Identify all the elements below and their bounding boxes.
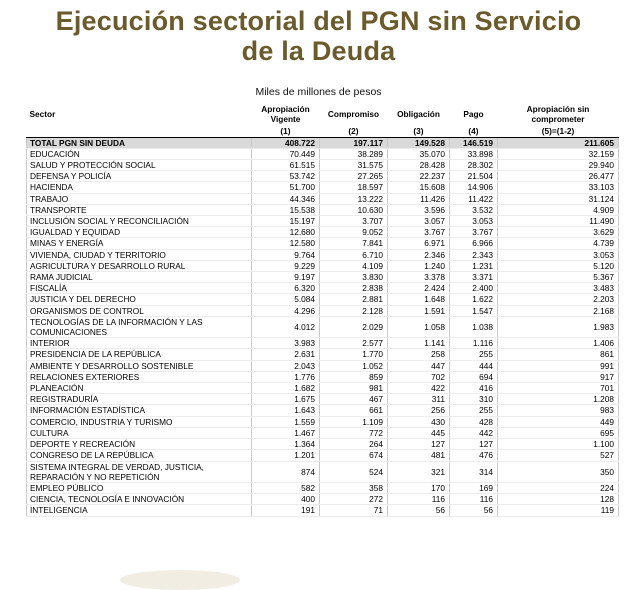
cell-compromiso: 981	[320, 383, 388, 394]
cell-apropiacion: 874	[252, 461, 320, 482]
cell-obligacion: 258	[388, 349, 450, 360]
table-row	[27, 260, 619, 271]
cell-sector: CIENCIA, TECNOLOGÍA E INNOVACIÓN	[27, 494, 252, 505]
cell-pago: 416	[450, 383, 498, 394]
cell-obligacion: 35.070	[388, 148, 450, 159]
table-row	[27, 383, 619, 394]
cell-sin-comprometer: 119	[498, 505, 619, 516]
cell-compromiso: 859	[320, 371, 388, 382]
cell-sector: VIVIENDA, CIUDAD Y TERRITORIO	[27, 249, 252, 260]
cell-obligacion: 116	[388, 494, 450, 505]
cell-pago: 21.504	[450, 171, 498, 182]
cell-compromiso: 18.597	[320, 182, 388, 193]
table-row	[27, 505, 619, 516]
cell-compromiso: 674	[320, 450, 388, 461]
cell-apropiacion: 53.742	[252, 171, 320, 182]
cell-sin-comprometer: 1.406	[498, 338, 619, 349]
cell-apropiacion: 9.229	[252, 260, 320, 271]
cell-sin-comprometer: 33.103	[498, 182, 619, 193]
cell-apropiacion: 1.201	[252, 450, 320, 461]
cell-apropiacion: 6.320	[252, 283, 320, 294]
cell-sin-comprometer: 701	[498, 383, 619, 394]
cell-sin-comprometer: 5.367	[498, 272, 619, 283]
cell-obligacion: 481	[388, 450, 450, 461]
cell-apropiacion: 1.682	[252, 383, 320, 394]
header-number-4: (4)	[450, 124, 498, 137]
cell-sin-comprometer: 3.629	[498, 227, 619, 238]
cell-sin-comprometer: 1.983	[498, 316, 619, 337]
title-line-1: Ejecución sectorial del PGN sin Servicio	[55, 6, 582, 36]
page-title	[0, 6, 637, 66]
cell-pago: 476	[450, 450, 498, 461]
table-subtitle: Miles de millones de pesos	[255, 86, 382, 98]
cell-pago: 3.532	[450, 204, 498, 215]
cell-sector: CONGRESO DE LA REPÚBLICA	[27, 450, 252, 461]
cell-sector: RAMA JUDICIAL	[27, 272, 252, 283]
cell-pago: 444	[450, 360, 498, 371]
cell-sector: INFORMACIÓN ESTADÍSTICA	[27, 405, 252, 416]
header-apropiacion: Apropiación Vigente	[261, 104, 310, 125]
cell-obligacion: 1.141	[388, 338, 450, 349]
cell-compromiso: 2.838	[320, 283, 388, 294]
cell-compromiso: 6.710	[320, 249, 388, 260]
cell-sector: AMBIENTE Y DESARROLLO SOSTENIBLE	[27, 360, 252, 371]
cell-pago: 6.966	[450, 238, 498, 249]
cell-sector: DEFENSA Y POLICÍA	[27, 171, 252, 182]
cell-apropiacion: 70.449	[252, 148, 320, 159]
table-row	[27, 216, 619, 227]
table-row	[27, 238, 619, 249]
cell-apropiacion: 51.700	[252, 182, 320, 193]
cell-compromiso: 1.109	[320, 416, 388, 427]
cell-obligacion: 1.591	[388, 305, 450, 316]
cell-apropiacion: 4.012	[252, 316, 320, 337]
cell-compromiso: 13.222	[320, 193, 388, 204]
cell-compromiso: 3.830	[320, 272, 388, 283]
cell-obligacion: 256	[388, 405, 450, 416]
table-row	[27, 482, 619, 493]
cell-apropiacion: 400	[252, 494, 320, 505]
cell-apropiacion: 1.364	[252, 439, 320, 450]
table-row	[27, 305, 619, 316]
cell-pago: 1.231	[450, 260, 498, 271]
header-number-1: (1)	[252, 124, 320, 137]
cell-sin-comprometer: 211.605	[498, 137, 619, 148]
cell-pago: 255	[450, 349, 498, 360]
cell-apropiacion: 191	[252, 505, 320, 516]
cell-obligacion: 447	[388, 360, 450, 371]
table-row	[27, 249, 619, 260]
cell-obligacion: 1.058	[388, 316, 450, 337]
cell-sector: HACIENDA	[27, 182, 252, 193]
cell-obligacion: 6.971	[388, 238, 450, 249]
cell-sector: TOTAL PGN SIN DEUDA	[27, 137, 252, 148]
cell-pago: 11.422	[450, 193, 498, 204]
cell-obligacion: 1.240	[388, 260, 450, 271]
header-number-row	[27, 124, 619, 137]
cell-compromiso: 2.029	[320, 316, 388, 337]
cell-apropiacion: 408.722	[252, 137, 320, 148]
cell-sector: INTELIGENCIA	[27, 505, 252, 516]
cell-sector: AGRICULTURA Y DESARROLLO RURAL	[27, 260, 252, 271]
cell-apropiacion: 3.983	[252, 338, 320, 349]
table-row	[27, 416, 619, 427]
table-row	[27, 316, 619, 337]
table-row	[27, 193, 619, 204]
cell-sin-comprometer: 2.203	[498, 294, 619, 305]
cell-sector: INTERIOR	[27, 338, 252, 349]
cell-sin-comprometer: 527	[498, 450, 619, 461]
decorative-shape	[120, 570, 240, 590]
cell-pago: 428	[450, 416, 498, 427]
cell-apropiacion: 9.764	[252, 249, 320, 260]
cell-sector: DEPORTE Y RECREACIÓN	[27, 439, 252, 450]
cell-sin-comprometer: 983	[498, 405, 619, 416]
cell-compromiso: 27.265	[320, 171, 388, 182]
cell-pago: 3.767	[450, 227, 498, 238]
table-row	[27, 160, 619, 171]
cell-sin-comprometer: 11.490	[498, 216, 619, 227]
header-number-blank	[27, 124, 252, 137]
cell-sin-comprometer: 3.053	[498, 249, 619, 260]
cell-sin-comprometer: 32.159	[498, 148, 619, 159]
cell-apropiacion: 5.084	[252, 294, 320, 305]
total-row	[27, 137, 619, 148]
cell-sin-comprometer: 3.483	[498, 283, 619, 294]
table-row	[27, 371, 619, 382]
cell-pago: 1.116	[450, 338, 498, 349]
cell-sin-comprometer: 2.168	[498, 305, 619, 316]
cell-compromiso: 71	[320, 505, 388, 516]
cell-pago: 127	[450, 439, 498, 450]
header-number-2: (2)	[320, 124, 388, 137]
cell-pago: 442	[450, 427, 498, 438]
cell-sector: JUSTICIA Y DEL DERECHO	[27, 294, 252, 305]
cell-sin-comprometer: 4.739	[498, 238, 619, 249]
cell-compromiso: 3.707	[320, 216, 388, 227]
table-row	[27, 272, 619, 283]
cell-compromiso: 1.052	[320, 360, 388, 371]
table-row	[27, 349, 619, 360]
cell-pago: 146.519	[450, 137, 498, 148]
cell-obligacion: 3.057	[388, 216, 450, 227]
cell-obligacion: 2.346	[388, 249, 450, 260]
cell-sector: TECNOLOGÍAS DE LA INFORMACIÓN Y LAS COMUNICACIONES	[27, 316, 252, 337]
cell-pago: 56	[450, 505, 498, 516]
cell-sector: EMPLEO PÚBLICO	[27, 482, 252, 493]
cell-obligacion: 311	[388, 394, 450, 405]
cell-pago: 1.547	[450, 305, 498, 316]
cell-compromiso: 772	[320, 427, 388, 438]
cell-obligacion: 28.428	[388, 160, 450, 171]
table-row	[27, 450, 619, 461]
cell-compromiso: 10.630	[320, 204, 388, 215]
cell-apropiacion: 9.197	[252, 272, 320, 283]
cell-sector: MINAS Y ENERGÍA	[27, 238, 252, 249]
cell-sector: PRESIDENCIA DE LA REPÚBLICA	[27, 349, 252, 360]
table-row	[27, 394, 619, 405]
table-row	[27, 283, 619, 294]
cell-pago: 1.622	[450, 294, 498, 305]
cell-compromiso: 272	[320, 494, 388, 505]
header-number-5: (5)=(1-2)	[498, 124, 619, 137]
table-row	[27, 360, 619, 371]
cell-pago: 1.038	[450, 316, 498, 337]
cell-sin-comprometer: 5.120	[498, 260, 619, 271]
cell-pago: 3.371	[450, 272, 498, 283]
cell-sin-comprometer: 128	[498, 494, 619, 505]
cell-apropiacion: 12.580	[252, 238, 320, 249]
cell-obligacion: 702	[388, 371, 450, 382]
cell-obligacion: 15.608	[388, 182, 450, 193]
cell-pago: 3.053	[450, 216, 498, 227]
table-row	[27, 427, 619, 438]
cell-sin-comprometer: 991	[498, 360, 619, 371]
cell-obligacion: 170	[388, 482, 450, 493]
cell-obligacion: 22.237	[388, 171, 450, 182]
cell-compromiso: 197.117	[320, 137, 388, 148]
cell-compromiso: 264	[320, 439, 388, 450]
cell-compromiso: 2.881	[320, 294, 388, 305]
cell-pago: 694	[450, 371, 498, 382]
cell-obligacion: 149.528	[388, 137, 450, 148]
cell-pago: 2.400	[450, 283, 498, 294]
cell-pago: 33.898	[450, 148, 498, 159]
cell-apropiacion: 1.559	[252, 416, 320, 427]
cell-compromiso: 1.770	[320, 349, 388, 360]
cell-sector: INCLUSIÓN SOCIAL Y RECONCILIACIÓN	[27, 216, 252, 227]
cell-sector: TRABAJO	[27, 193, 252, 204]
cell-obligacion: 430	[388, 416, 450, 427]
cell-sin-comprometer: 917	[498, 371, 619, 382]
cell-obligacion: 422	[388, 383, 450, 394]
cell-sector: TRANSPORTE	[27, 204, 252, 215]
table-row	[27, 338, 619, 349]
cell-obligacion: 321	[388, 461, 450, 482]
cell-sector: RELACIONES EXTERIORES	[27, 371, 252, 382]
cell-pago: 169	[450, 482, 498, 493]
cell-obligacion: 445	[388, 427, 450, 438]
execution-table	[26, 104, 619, 517]
cell-apropiacion: 1.643	[252, 405, 320, 416]
cell-sin-comprometer: 861	[498, 349, 619, 360]
table-body	[27, 137, 619, 516]
cell-pago: 2.343	[450, 249, 498, 260]
cell-sin-comprometer: 29.940	[498, 160, 619, 171]
cell-apropiacion: 1.776	[252, 371, 320, 382]
cell-compromiso: 661	[320, 405, 388, 416]
cell-apropiacion: 44.346	[252, 193, 320, 204]
table-row	[27, 148, 619, 159]
cell-apropiacion: 12.680	[252, 227, 320, 238]
table-row	[27, 171, 619, 182]
table-row	[27, 204, 619, 215]
cell-sin-comprometer: 449	[498, 416, 619, 427]
cell-compromiso: 38.289	[320, 148, 388, 159]
table-row	[27, 405, 619, 416]
cell-compromiso: 2.577	[320, 338, 388, 349]
cell-apropiacion: 4.296	[252, 305, 320, 316]
cell-apropiacion: 2.631	[252, 349, 320, 360]
cell-compromiso: 9.052	[320, 227, 388, 238]
header-row	[27, 104, 619, 124]
cell-pago: 116	[450, 494, 498, 505]
cell-compromiso: 467	[320, 394, 388, 405]
cell-apropiacion: 15.538	[252, 204, 320, 215]
header-compromiso: Compromiso	[327, 109, 380, 120]
cell-compromiso: 2.128	[320, 305, 388, 316]
cell-apropiacion: 582	[252, 482, 320, 493]
header-number-3: (3)	[388, 124, 450, 137]
cell-sin-comprometer: 1.208	[498, 394, 619, 405]
cell-sin-comprometer: 4.909	[498, 204, 619, 215]
cell-sin-comprometer: 695	[498, 427, 619, 438]
table-row	[27, 294, 619, 305]
cell-pago: 310	[450, 394, 498, 405]
table-row	[27, 439, 619, 450]
table-row	[27, 494, 619, 505]
cell-apropiacion: 1.467	[252, 427, 320, 438]
header-sin-comprometer: Apropiación sin comprometer	[526, 104, 590, 125]
cell-obligacion: 3.378	[388, 272, 450, 283]
cell-sector: IGUALDAD Y EQUIDAD	[27, 227, 252, 238]
cell-sector: CULTURA	[27, 427, 252, 438]
cell-apropiacion: 2.043	[252, 360, 320, 371]
cell-compromiso: 4.109	[320, 260, 388, 271]
cell-pago: 28.302	[450, 160, 498, 171]
table-row	[27, 182, 619, 193]
cell-compromiso: 358	[320, 482, 388, 493]
cell-compromiso: 7.841	[320, 238, 388, 249]
cell-sector: REGISTRADURÍA	[27, 394, 252, 405]
cell-obligacion: 11.426	[388, 193, 450, 204]
cell-obligacion: 56	[388, 505, 450, 516]
header-pago: Pago	[463, 109, 484, 120]
cell-sin-comprometer: 224	[498, 482, 619, 493]
cell-sector: FISCALÍA	[27, 283, 252, 294]
cell-sector: SALUD Y PROTECCIÓN SOCIAL	[27, 160, 252, 171]
cell-compromiso: 524	[320, 461, 388, 482]
cell-sector: COMERCIO, INDUSTRIA Y TURISMO	[27, 416, 252, 427]
cell-sector: SISTEMA INTEGRAL DE VERDAD, JUSTICIA, REPARACIÓN Y NO REPETICIÓN	[27, 461, 252, 482]
table-row	[27, 461, 619, 482]
header-obligacion: Obligación	[397, 109, 440, 120]
cell-pago: 314	[450, 461, 498, 482]
cell-sin-comprometer: 26.477	[498, 171, 619, 182]
cell-pago: 255	[450, 405, 498, 416]
cell-sector: PLANEACIÓN	[27, 383, 252, 394]
cell-sin-comprometer: 31.124	[498, 193, 619, 204]
cell-obligacion: 127	[388, 439, 450, 450]
cell-sin-comprometer: 350	[498, 461, 619, 482]
cell-obligacion: 3.596	[388, 204, 450, 215]
cell-apropiacion: 61.515	[252, 160, 320, 171]
cell-sin-comprometer: 1.100	[498, 439, 619, 450]
cell-compromiso: 31.575	[320, 160, 388, 171]
cell-obligacion: 3.767	[388, 227, 450, 238]
title-line-2: de la Deuda	[241, 36, 396, 66]
cell-sector: EDUCACIÓN	[27, 148, 252, 159]
cell-obligacion: 1.648	[388, 294, 450, 305]
cell-sector: ORGANISMOS DE CONTROL	[27, 305, 252, 316]
table-row	[27, 227, 619, 238]
cell-pago: 14.906	[450, 182, 498, 193]
cell-apropiacion: 1.675	[252, 394, 320, 405]
cell-apropiacion: 15.197	[252, 216, 320, 227]
header-sector: Sector	[29, 109, 56, 120]
cell-obligacion: 2.424	[388, 283, 450, 294]
